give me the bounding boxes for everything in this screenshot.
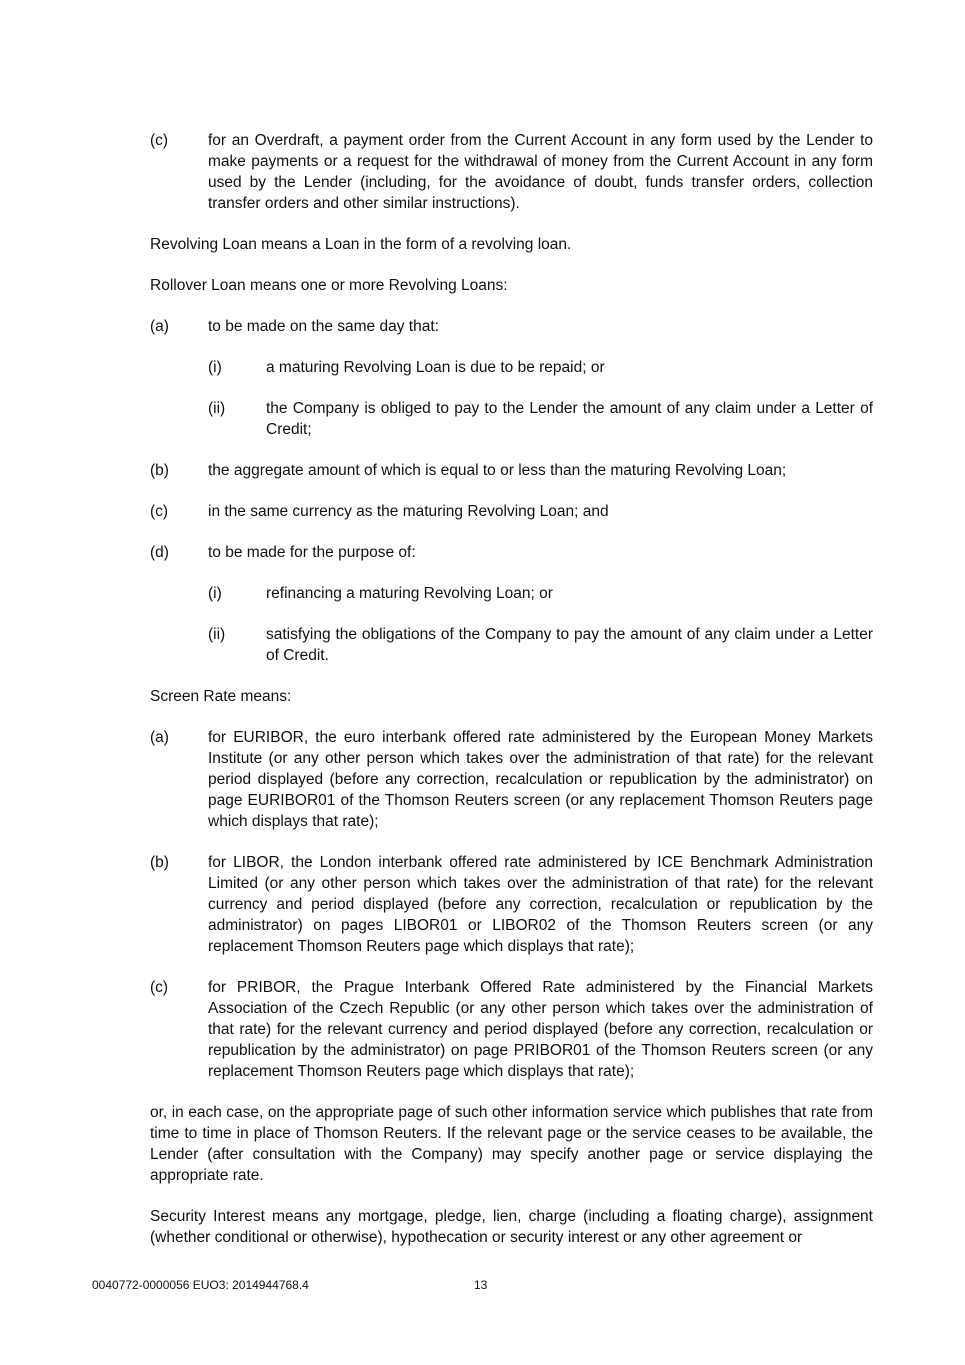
list-item-text: for an Overdraft, a payment order from the Current Account in any form used by the Lender to make payments or a request for the withdrawal of money from the Current Account in any form used by the Lender (including, for the avoidance of doubt, funds transfer orders, collection transfer orders and other similar instructions). bbox=[208, 132, 873, 212]
list-item-label: (d) bbox=[150, 544, 169, 561]
footer-page-number: 13 bbox=[474, 1278, 488, 1292]
list-item-text: for LIBOR, the London interbank offered rate administered by ICE Benchmark Administration Limited (or any other person which takes over the administration of that rate) for the relevant currency and period displayed (before any correction, recalculation or republication by the administrator) on pages LIBOR01 or LIBOR02 of the Thomson Reuters screen (or any replacement Thomson Reuters page which displays that rate); bbox=[208, 854, 873, 955]
list-item-label: (c) bbox=[150, 503, 169, 520]
sub-list-item bbox=[208, 624, 873, 666]
list-item-label: (b) bbox=[150, 462, 169, 479]
paragraph: or, in each case, on the appropriate page of such other information service which publishes that rate from time to time in place of Thomson Reuters. If the relevant page or the service ceases to be available, the Lender (after consultation with the Company) may specify another page or service displaying the appropriate rate. bbox=[150, 1104, 873, 1184]
list-item-text: to be made for the purpose of: bbox=[208, 544, 416, 561]
list-item bbox=[150, 316, 873, 337]
sub-list-item bbox=[208, 357, 873, 378]
list-item bbox=[150, 977, 873, 1082]
list-item-text: for EURIBOR, the euro interbank offered rate administered by the European Money Markets Institute (or any other person which takes over the administration of that rate) for the relevant period displayed (before any correction, recalculation or republication by the administrator) on page EURIBOR01 of the Thomson Reuters screen (or any replacement Thomson Reuters page which displays that rate); bbox=[208, 729, 873, 830]
footer-doc-reference: 0040772-0000056 EUO3: 2014944768.4 bbox=[92, 1278, 309, 1292]
list-item-text: to be made on the same day that: bbox=[208, 318, 439, 335]
list-item-text: the Company is obliged to pay to the Lender the amount of any claim under a Letter of Credit; bbox=[266, 400, 873, 438]
list-item bbox=[150, 460, 873, 481]
sub-list-item bbox=[208, 398, 873, 440]
page-body bbox=[150, 130, 873, 1268]
list-item-text: for PRIBOR, the Prague Interbank Offered Rate administered by the Financial Markets Association of the Czech Republic (or any other person which takes over the administration of that rate) for the relevant currency and period displayed (before any correction, recalculation or republication by the administrator) on page PRIBOR01 of the Thomson Reuters screen (or any replacement Thomson Reuters page which displays that rate); bbox=[208, 979, 873, 1080]
list-item bbox=[150, 542, 873, 563]
list-item bbox=[150, 130, 873, 214]
list-item bbox=[150, 501, 873, 522]
paragraph: Security Interest means any mortgage, pledge, lien, charge (including a floating charge), assignment (whether conditional or otherwise), hypothecation or security interest or any other agreement or bbox=[150, 1208, 873, 1246]
list-item-text: satisfying the obligations of the Company to pay the amount of any claim under a Letter of Credit. bbox=[266, 626, 873, 664]
list-item-label: (i) bbox=[208, 359, 222, 376]
list-item-label: (a) bbox=[150, 318, 169, 335]
list-item bbox=[150, 852, 873, 957]
list-item-text: refinancing a maturing Revolving Loan; or bbox=[266, 585, 553, 602]
sub-list-item bbox=[208, 583, 873, 604]
paragraph: Revolving Loan means a Loan in the form of a revolving loan. bbox=[150, 236, 572, 253]
list-item-label: (ii) bbox=[208, 400, 226, 417]
paragraph: Screen Rate means: bbox=[150, 688, 292, 705]
list-item-text: in the same currency as the maturing Revolving Loan; and bbox=[208, 503, 609, 520]
list-item-label: (i) bbox=[208, 585, 222, 602]
list-item bbox=[150, 727, 873, 832]
list-item-label: (c) bbox=[150, 132, 169, 149]
list-item-label: (ii) bbox=[208, 626, 226, 643]
paragraph: Rollover Loan means one or more Revolving Loans: bbox=[150, 277, 508, 294]
list-item-label: (c) bbox=[150, 979, 169, 996]
list-item-text: the aggregate amount of which is equal to or less than the maturing Revolving Loan; bbox=[208, 462, 787, 479]
list-item-label: (b) bbox=[150, 854, 169, 871]
list-item-text: a maturing Revolving Loan is due to be repaid; or bbox=[266, 359, 605, 376]
list-item-label: (a) bbox=[150, 729, 169, 746]
